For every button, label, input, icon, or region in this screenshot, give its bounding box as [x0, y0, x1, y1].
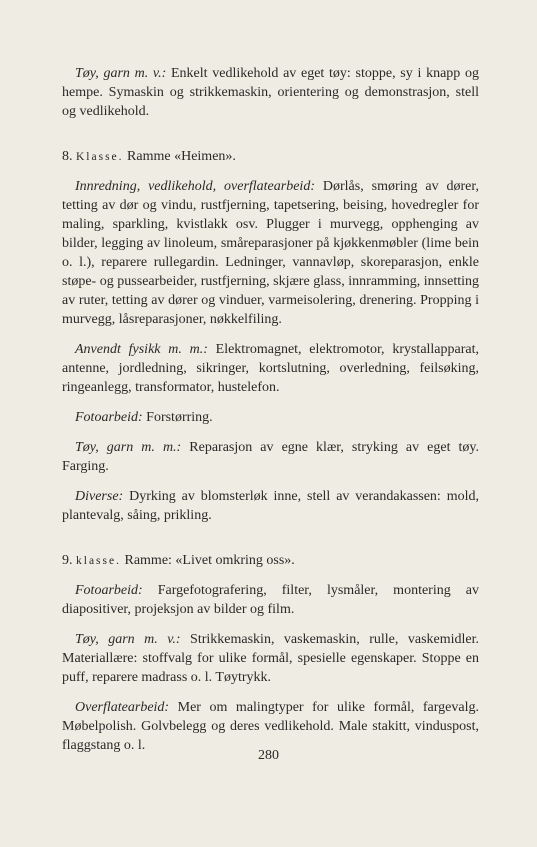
section-number: 8. — [62, 149, 73, 164]
section-8-paragraph — [62, 487, 479, 525]
paragraph-label: Innredning, vedlikehold, overflatearbeid: — [75, 179, 315, 194]
paragraph-label: Diverse: — [75, 489, 124, 504]
section-title: Ramme «Heimen». — [127, 149, 236, 164]
paragraph-label: Tøy, garn m. v.: — [75, 632, 181, 647]
paragraph-text: Reparasjon av egne klær, stryking av eget tøy. Farging. — [62, 440, 479, 474]
section-8-heading — [62, 147, 479, 167]
section-8-paragraph — [62, 438, 479, 476]
paragraph-text: Fargefotografering, filter, lysmåler, montering av diapositiver, projeksjon av bilder og film. — [62, 583, 479, 617]
paragraph-label: Anvendt fysikk m. m.: — [75, 342, 208, 357]
paragraph-label: Tøy, garn m. m.: — [75, 440, 182, 455]
paragraph-label: Fotoarbeid: — [75, 410, 143, 425]
section-9-paragraph — [62, 581, 479, 619]
section-9-paragraph — [62, 630, 479, 687]
section-klasse: klasse. — [76, 555, 121, 567]
paragraph-text: Enkelt vedlikehold av eget tøy: stoppe, sy i knapp og hempe. Symaskin og strikkemaskin, orientering og demonstrasjon, stell og vedlikehold. — [62, 66, 480, 119]
page-body — [62, 64, 479, 766]
paragraph-text: Mer om malingtyper for ulike formål, fargevalg. Møbelpolish. Golvbelegg og deres vedlikehold. Male stakitt, vinduspost, flaggstang o. l. — [62, 700, 479, 753]
section-8-paragraph — [62, 177, 479, 329]
paragraph-text: Strikkemaskin, vaskemaskin, rulle, vaskemidler. Materiallære: stoffvalg for ulike formål, spesielle egenskaper. Stoppe en puff, reparere madrass o. l. Tøytrykk. — [62, 632, 480, 685]
paragraph-text: Dørlås, smøring av dører, tetting av dør og vindu, rustfjerning, tapetsering, beising, hovedregler for maling, sparkling, kvistlakk osv. Plugger i murvegg, opphenging av bilder, legging av linoleum, småreparasjoner på kjøkkenmøbler (lime bein o. l.), reparere rullegardin. Ledninger, vannavløp, skoreparasjon, enkle støpe- og pussearbeider, rustfjerning, skjære glass, innramming, innsetting av ruter, tetting av dører og vinduer, varmeisolering, drenering. Propping i murvegg, låsreparasjoner, nøkkelfiling. — [62, 179, 479, 327]
paragraph-text: Elektromagnet, elektromotor, krystallapparat, antenne, jordledning, sikringer, kortslutning, overledning, feilsøking, ringeanlegg, transformator, hustelefon. — [62, 342, 479, 395]
page-number: 280 — [258, 748, 279, 763]
section-klasse: Klasse. — [76, 151, 124, 163]
paragraph-text: Dyrking av blomsterløk inne, stell av verandakassen: mold, plantevalg, såing, prikling. — [62, 489, 479, 523]
section-8-paragraph — [62, 408, 479, 427]
section-8-paragraph — [62, 340, 479, 397]
intro-paragraph — [62, 64, 479, 121]
section-number: 9. — [62, 553, 73, 568]
section-9-paragraph — [62, 698, 479, 755]
section-title: Ramme: «Livet omkring oss». — [124, 553, 295, 568]
paragraph-label: Overflatearbeid: — [75, 700, 170, 715]
paragraph-label: Fotoarbeid: — [75, 583, 143, 598]
paragraph-text: Forstørring. — [142, 410, 213, 425]
paragraph-label: Tøy, garn m. v.: — [75, 66, 167, 81]
section-9-heading — [62, 551, 479, 571]
